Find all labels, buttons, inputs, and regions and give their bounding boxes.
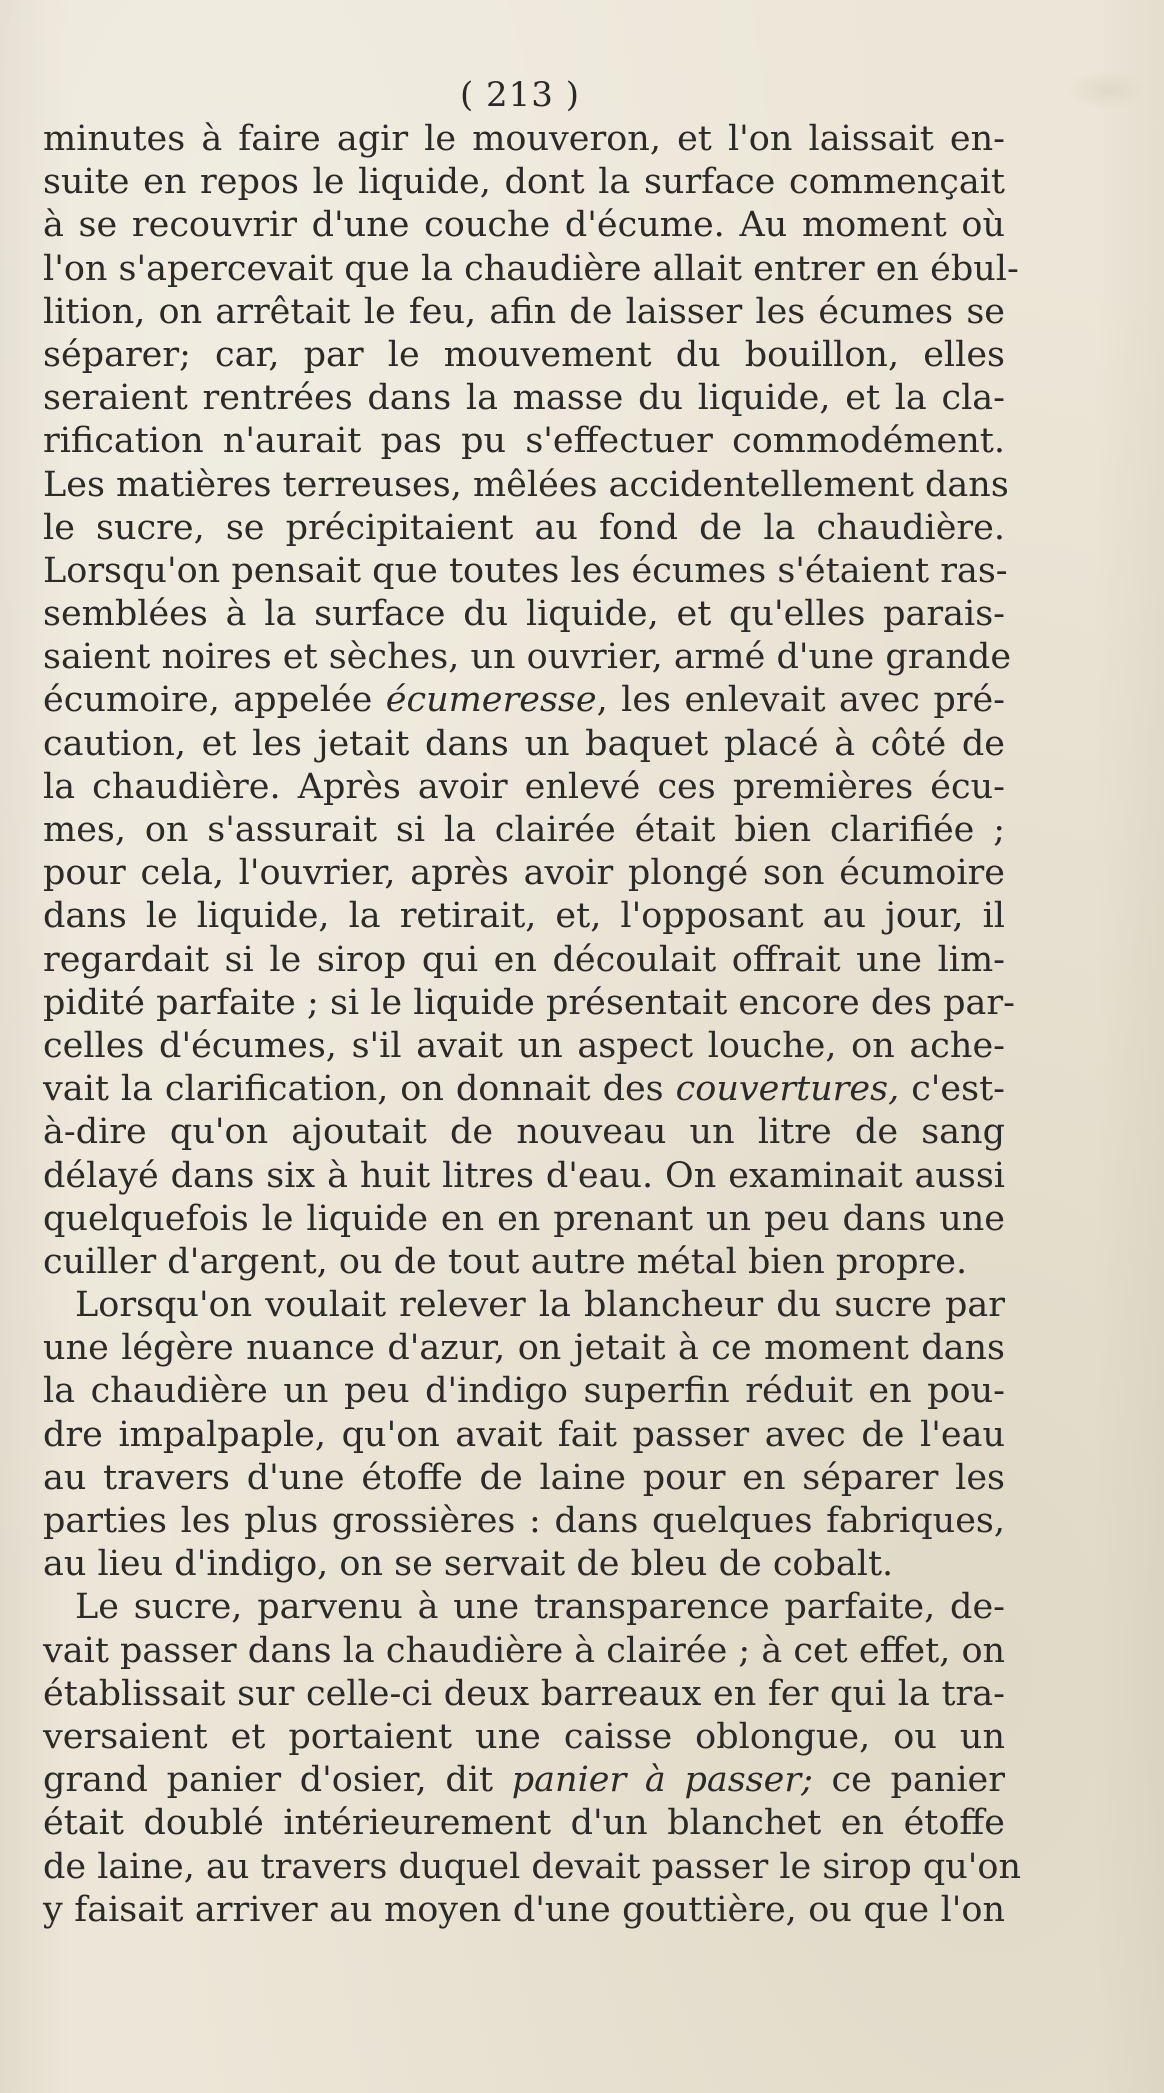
text-line: mes, on s'assurait si la clairée était bien clarifiée ; bbox=[43, 810, 1005, 850]
text-line: Lorsqu'on pensait que toutes les écumes s'étaient ras- bbox=[43, 550, 1008, 591]
text-run: , les enlevait avec pré- bbox=[596, 680, 1005, 721]
text-line: une légère nuance d'azur, on jetait à ce moment dans bbox=[43, 1328, 1005, 1369]
text-line: celles d'écumes, s'il avait un aspect louche, on ache- bbox=[43, 1025, 1005, 1066]
text-line: vait passer dans la chaudière à clairée ; à cet effet, on bbox=[43, 1630, 1006, 1671]
text-line: seraient rentrées dans la masse du liquide, et la cla- bbox=[43, 378, 1005, 419]
text-run: c'est- bbox=[899, 1069, 1005, 1110]
page-number: ( 213 ) bbox=[459, 75, 581, 115]
text-line-with-italic bbox=[43, 1759, 1005, 1802]
text-run: grand panier d'osier, dit bbox=[43, 1760, 512, 1801]
italic-term: couvertures, bbox=[675, 1069, 900, 1110]
text-line: regardait si le sirop qui en découlait offrait une lim- bbox=[43, 939, 1005, 980]
italic-term: panier à passer; bbox=[511, 1760, 813, 1801]
text-line: Les matières terreuses, mêlées accidentellement dans bbox=[43, 464, 1009, 505]
text-line: minutes à faire agir le mouveron, et l'on laissait en- bbox=[43, 119, 1005, 159]
text-line: à-dire qu'on ajoutait de nouveau un litre de sang bbox=[43, 1112, 1005, 1153]
text-line: était doublé intérieurement d'un blanchet en étoffe bbox=[43, 1803, 1005, 1844]
text-line: y faisait arriver au moyen d'une gouttière, ou que l'on bbox=[43, 1889, 1005, 1930]
text-line: l'on s'apercevait que la chaudière allait entrer en ébul- bbox=[43, 248, 1019, 289]
text-run: écumoire, appelée bbox=[43, 680, 386, 721]
text-run: ce panier bbox=[812, 1760, 1005, 1801]
text-line: saient noires et sèches, un ouvrier, armé d'une grande bbox=[43, 637, 1012, 678]
text-line: parties les plus grossières : dans quelques fabriques, bbox=[43, 1501, 1005, 1541]
text-line: suite en repos le liquide, dont la surface commençait bbox=[43, 162, 1005, 203]
text-line: délayé dans six à huit litres d'eau. On examinait aussi bbox=[43, 1155, 1005, 1196]
text-line: la chaudière un peu d'indigo superfin réduit en pou- bbox=[43, 1371, 1005, 1412]
text-line: établissait sur celle-ci deux barreaux en fer qui la tra- bbox=[43, 1673, 1005, 1714]
text-line-with-italic bbox=[43, 679, 1005, 722]
text-line: la chaudière. Après avoir enlevé ces premières écu- bbox=[43, 766, 1005, 807]
text-line: séparer; car, par le mouvement du bouillon, elles bbox=[43, 334, 1005, 375]
text-line: dre impalpaple, qu'on avait fait passer avec de l'eau bbox=[43, 1414, 1005, 1455]
text-line: pidité parfaite ; si le liquide présentait encore des par- bbox=[43, 982, 1015, 1023]
text-line: rification n'aurait pas pu s'effectuer commodément. bbox=[43, 421, 1005, 462]
text-line: semblées à la surface du liquide, et qu'elles parais- bbox=[43, 594, 1005, 635]
paper-stain bbox=[1066, 70, 1146, 110]
text-line: à se recouvrir d'une couche d'écume. Au moment où bbox=[43, 205, 1005, 246]
text-line: le sucre, se précipitaient au fond de la chaudière. bbox=[43, 507, 1005, 548]
text-line: pour cela, l'ouvrier, après avoir plongé son écumoire bbox=[43, 853, 1005, 894]
text-line: quelquefois le liquide en en prenant un peu dans une bbox=[43, 1198, 1005, 1239]
text-line: cuiller d'argent, ou de tout autre métal bien propre. bbox=[43, 1241, 968, 1282]
text-run: vait la clarification, on donnait des bbox=[43, 1069, 676, 1110]
text-line: lition, on arrêtait le feu, afin de laisser les écumes se bbox=[43, 291, 1005, 332]
text-line: au travers d'une étoffe de laine pour en séparer les bbox=[43, 1457, 1005, 1498]
paragraph-start-line: Lorsqu'on voulait relever la blancheur du sucre par bbox=[75, 1285, 1005, 1326]
text-line: de laine, au travers duquel devait passer le sirop qu'on bbox=[43, 1846, 1022, 1887]
text-line: caution, et les jetait dans un baquet placé à côté de bbox=[43, 723, 1005, 764]
italic-term: écumeresse bbox=[385, 680, 597, 721]
text-line: dans le liquide, la retirait, et, l'opposant au jour, il bbox=[43, 896, 1005, 937]
body-text bbox=[43, 118, 1022, 1932]
paragraph-start-line: Le sucre, parvenu à une transparence parfaite, de- bbox=[75, 1587, 1005, 1628]
text-line: versaient et portaient une caisse oblongue, ou un bbox=[43, 1716, 1005, 1757]
text-line-with-italic bbox=[43, 1068, 1005, 1111]
text-line: au lieu d'indigo, on se servait de bleu de cobalt. bbox=[43, 1544, 894, 1585]
